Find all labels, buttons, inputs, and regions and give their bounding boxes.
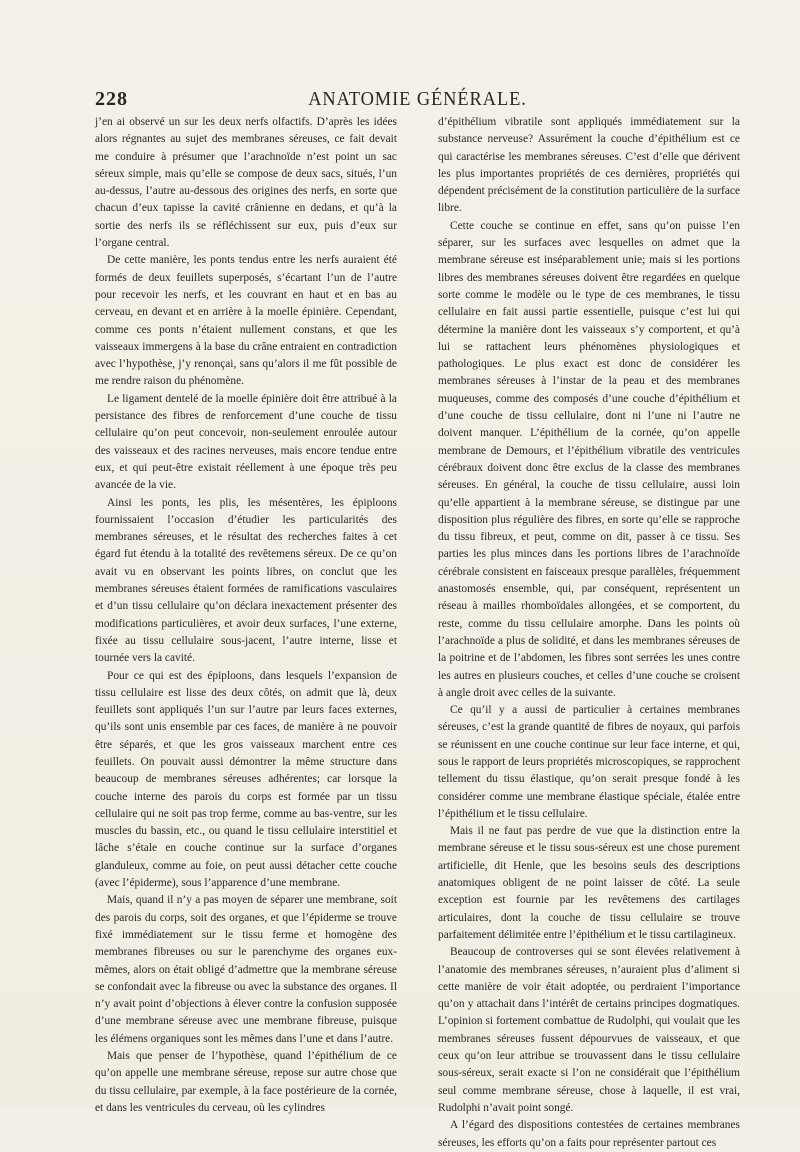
paragraph: Mais que penser de l’hypothèse, quand l’épithélium de ce qu’on appelle une membrane séreuse, repose sur autre chose que du tissu cellulaire, par exemple, à la face postérieure de la cornée, et dans les ventricules du cerveau, où les cylindres xyxy=(95,1050,397,1114)
paragraph: De cette manière, les ponts tendus entre les nerfs auraient été formés de deux feuillets superposés, s’écartant l’un de l’autre pour recevoir les nerfs, et les couvrant en haut et en bas au cerveau, en devant et en arrière à la moelle épinière. Cependant, comme ces ponts n’étaient nullement constans, et que les vaisseaux immergens à la base du crâne entraient en contradiction avec l’hypothèse, j’y renonçai, sans qu’alors il me fût possible de me rendre raison du phénomène. xyxy=(95,254,397,388)
paragraph: A l’égard des dispositions contestées de certaines membranes séreuses, les efforts qu’on a faits pour représenter partout ces xyxy=(438,1119,740,1149)
paragraph: Mais, quand il n’y a pas moyen de séparer une membrane, soit des parois du corps, soit des organes, et que l’épiderme se trouve fixé immédiatement sur le tissu ferme et homogène des membranes fibreuses ou sur le parenchyme des organes eux-mêmes, alors on était obligé d’admettre que la membrane séreuse se confondait avec la fibreuse ou avec la substance des organes. Il n’y avait point d’objections à élever contre la confusion supposée d’une membrane séreuse avec une membrane fibreuse, puisque les élémens organiques sont les mêmes dans l’une et dans l’autre. xyxy=(95,894,397,1045)
paragraph: Ainsi les ponts, les plis, les mésentères, les épiploons fournissaient l’occasion d’étudier les particularités des membranes séreuses, et le résultat des recherches faites à cet égard fut étendu à la totalité des revêtemens séreux. De ce qu’on avait vu en observant les points libres, on conclut que les membranes séreuses étaient formées de ramifications vasculaires et d’un tissu cellulaire qu’on déclara inexactement présenter des modifications particulières, et avoir deux surfaces, l’une externe, fixée au tissu cellulaire sous-jacent, l’autre interne, lisse et tournée vers la cavité. xyxy=(95,496,397,665)
running-title: ANATOMIE GÉNÉRALE. xyxy=(308,88,527,110)
left-column xyxy=(95,114,397,1114)
paragraph: Beaucoup de controverses qui se sont élevées relativement à l’anatomie des membranes séreuses, n’auraient plus d’aliment si cette manière de voir était adoptée, ou perdraient l’importance qu’on y attachait dans l’intérêt de certains principes dogmatiques. L’opinion si fortement combattue de Rudolphi, qui voulait que les membranes séreuses fussent dépourvues de vaisseaux, et que ceux qu’on leur attribue se trouvassent dans le tissu cellulaire sous-séreux, serait exacte si l’on ne considérait que l’épithélium seul comme membrane séreuse, chose à laquelle, il est vrai, Rudolphi n’avait point songé. xyxy=(438,946,740,1114)
paragraph: Ce qu’il y a aussi de particulier à certaines membranes séreuses, c’est la grande quantité de fibres de noyaux, qui parfois se réunissent en une couche continue sur leur face interne, et qui, sous le rapport de leurs propriétés microscopiques, se rapprochent tellement du tissu élastique, qu’on serait presque fondé à les considérer comme une membrane élastique spéciale, étalée entre l’épithélium et le tissu cellulaire. xyxy=(438,704,740,820)
paragraph: Cette couche se continue en effet, sans qu’on puisse l’en séparer, sur les surfaces avec lesquelles on admet que la membrane séreuse est inséparablement unie; mais si les portions libres des membranes séreuses doivent être regardées en quelque sorte comme le modèle ou le type de ces membranes, le tissu cellulaire en fait aussi partie essentielle, puisque c’est lui qui détermine la manière dont les vaisseaux s’y comportent, et qu’à lui se rattachent leurs phénomènes physiologiques et pathologiques. Le plus exact est donc de considérer les membranes séreuses à l’instar de la peau et des membranes muqueuses, comme des composés d’une couche d’épithélium et d’une couche de tissu cellulaire, dont ni l’une ni l’autre ne doivent manquer. L’épithélium de la cornée, qu’on appelle membrane de Demours, et l’épithélium vibratile des ventricules cérébraux doivent donc être exclus de la classe des membranes séreuses. En général, la couche de tissu cellulaire, aussi loin qu’elle appartient à la membrane séreuse, se distingue par une disposition plus régulière des fibres, en sorte qu’elle se rapproche du tissu fibreux, et peut, comme on dit, passer à ce tissu. Ses parties les plus minces dans les portions libres de l’arachnoïde cérébrale consistent en faisceaux presque parallèles, fréquemment anastomosés ensemble, qui, par conséquent, représentent un réseau à mailles rhomboïdales allongées, et se comportent, du reste, comme du tissu cellulaire amorphe. Dans les points où l’arachnoïde a plus de solidité, et dans les membranes séreuses de la poitrine et de l’abdomen, les fibres sont serrées les unes contre les autres en plusieurs couches, et celles d’une couche se croisent à angle droit avec celles de la suivante. xyxy=(438,219,740,699)
page-number: 228 xyxy=(95,88,128,110)
paragraph: Pour ce qui est des épiploons, dans lesquels l’expansion de tissu cellulaire est lisse des deux côtés, on admit que là, deux feuillets sont appliqués l’un sur l’autre par leurs faces externes, qu’ils sont unis ensemble par ces faces, de manière à ne pouvoir être séparés, et que les gros vaisseaux marchent entre ces feuillets. On pouvait aussi démontrer la même structure dans beaucoup de membranes séreuses adhérentes; car lorsque la couche interne des parois du corps est formée par un tissu cellulaire qui ne soit pas trop ferme, comme au bas-ventre, sur les muscles du bassin, etc., ou quand le tissu cellulaire interstitiel et lâche s’étale en couche continue sur la surface d’organes glanduleux, comme au foie, on peut aussi détacher cette couche (avec l’épiderme), sous l’apparence d’une membrane. xyxy=(95,669,397,890)
text-columns xyxy=(95,114,740,1149)
paragraph: d’épithélium vibratile sont appliqués immédiatement sur la substance nerveuse? Assurément la couche d’épithélium est ce qui caractérise les membranes séreuses. C’est d’elle que dérivent les plus importantes propriétés de ces dernières, propriétés qui dépendent précisément de la constitution particulière de la surface libre. xyxy=(438,116,740,215)
paragraph: j’en ai observé un sur les deux nerfs olfactifs. D’après les idées alors régnantes au sujet des membranes séreuses, ce fait devait me conduire à présumer que l’arachnoïde n’est point un sac séreux simple, mais qu’elle se compose de deux sacs, situés, l’un au-dessus, l’autre au-dessous des origines des nerfs, en sorte que chacun d’eux tapisse la cavité crânienne en dedans, et qu’à la sortie des nerfs ils se réfléchissent sur eux, puis d’eux sur l’organe central. xyxy=(95,116,397,250)
page-header xyxy=(95,88,740,114)
paragraph: Mais il ne faut pas perdre de vue que la distinction entre la membrane séreuse et le tissu sous-séreux est une chose purement artificielle, dit Henle, que les besoins seuls des descriptions anatomiques obligent de ne point laisser de côté. La seule exception est fournie par les revêtemens des cartilages articulaires, dont la couche de tissu cellulaire se trouve parfaitement délimitée entre l’épithélium et le tissu cartilagineux. xyxy=(438,825,740,941)
right-column xyxy=(438,114,740,1149)
paragraph: Le ligament dentelé de la moelle épinière doit être attribué à la persistance des fibres de renforcement d’une couche de tissu cellulaire qu’on peut concevoir, non-seulement enroulée autour des vaisseaux et des racines nerveuses, mais encore tendue entre eux, et qui peut-être existait réellement à une époque très peu avancée de la vie. xyxy=(95,392,397,492)
